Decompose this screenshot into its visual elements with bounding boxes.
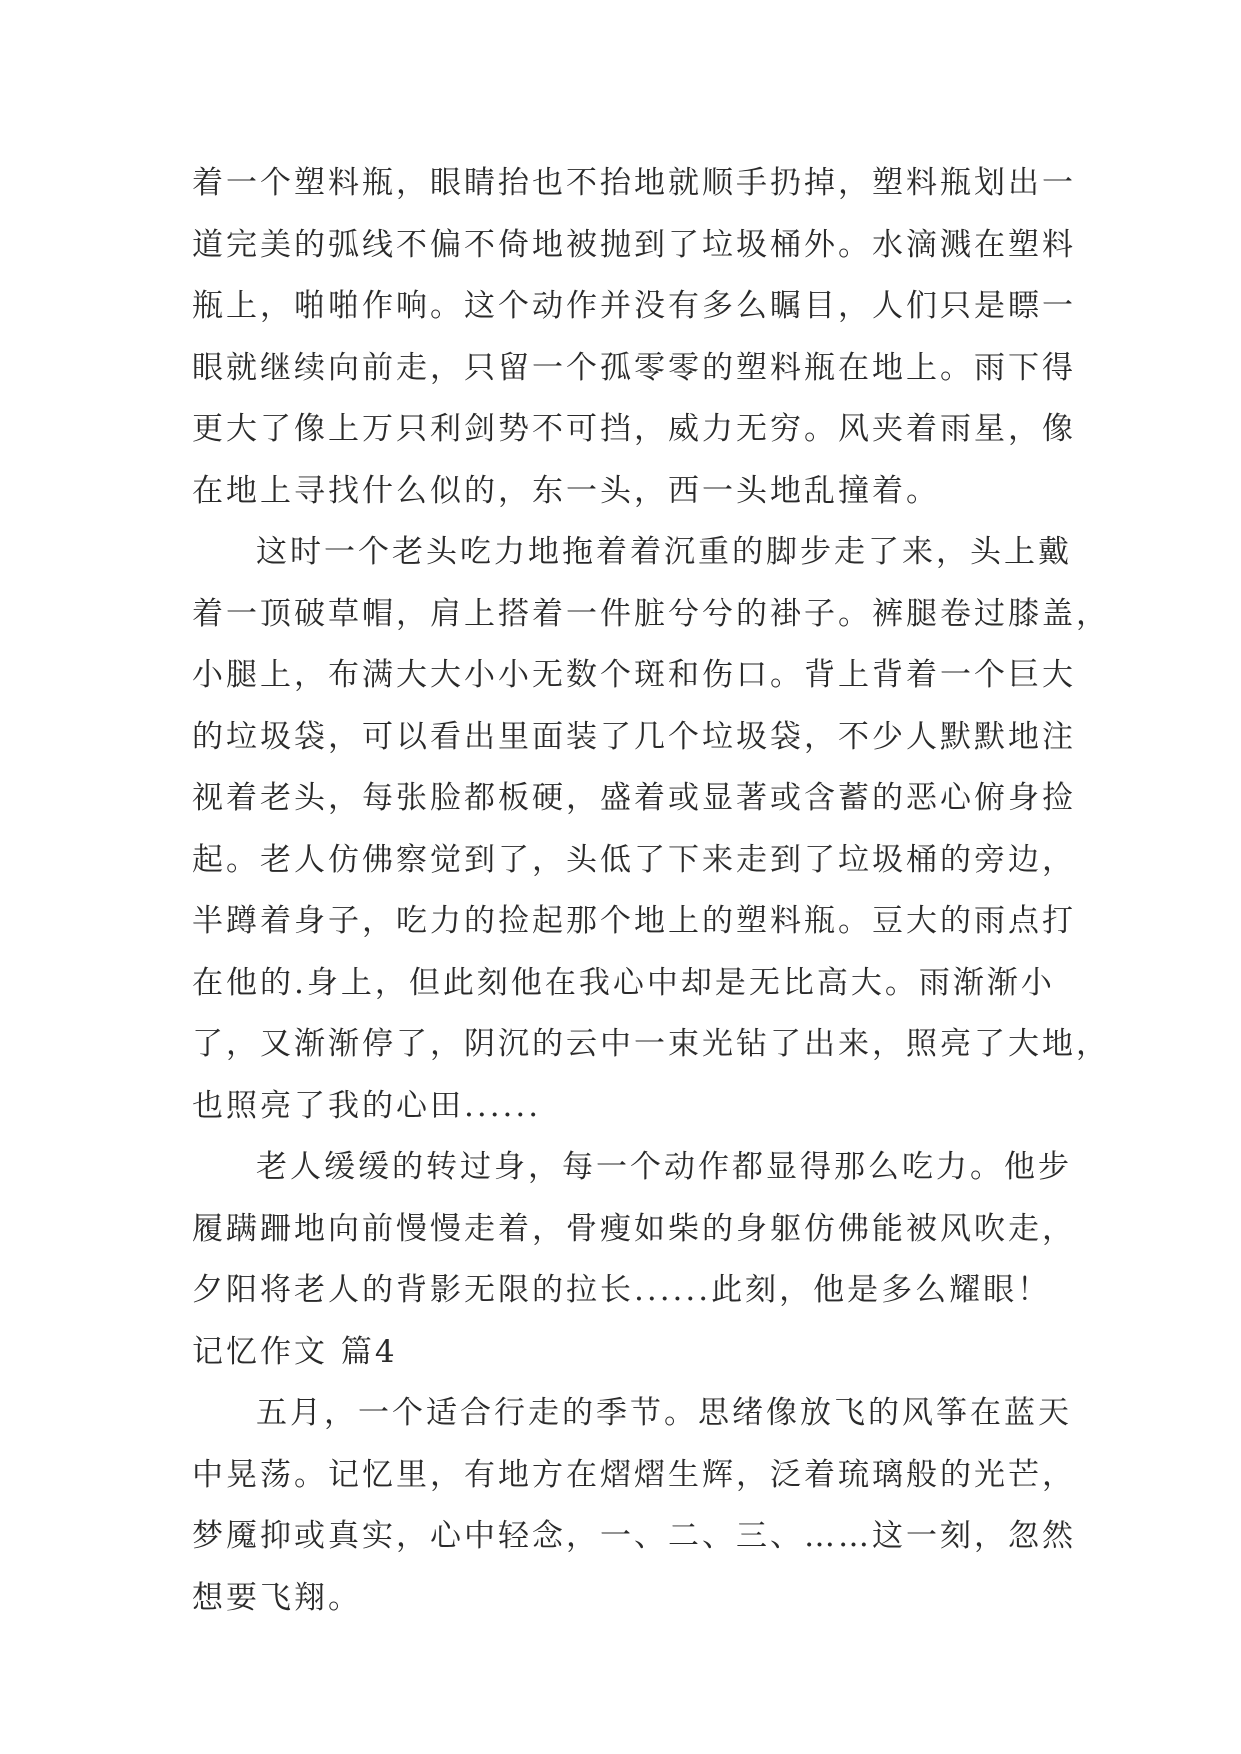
text-line: 夕阳将老人的背影无限的拉长......此刻，他是多么耀眼！ (192, 1272, 1052, 1308)
text-line: 也照亮了我的心田...... (192, 1087, 542, 1124)
text-line: 履蹒跚地向前慢慢走着，骨瘦如柴的身躯仿佛能被风吹走， (192, 1210, 1076, 1247)
text-line: 的垃圾袋，可以看出里面装了几个垃圾袋，不少人默默地注 (192, 718, 1076, 755)
text-line: 梦魇抑或真实，心中轻念，一、二、三、……这一刻，忽然 (192, 1518, 1076, 1554)
paragraph-start-line: 五月，一个适合行走的季节。思绪像放飞的风筝在蓝天 (256, 1395, 1072, 1431)
text-line: 道完美的弧线不偏不倚地被抛到了垃圾桶外。水滴溅在塑料 (192, 226, 1076, 263)
paragraph-start-line: 老人缓缓的转过身，每一个动作都显得那么吃力。他步 (256, 1149, 1072, 1185)
text-line: 着一个塑料瓶，眼睛抬也不抬地就顺手扔掉，塑料瓶划出一 (192, 165, 1076, 201)
text-line: 视着老头，每张脸都板硬，盛着或显著或含蓄的恶心俯身捡 (192, 780, 1076, 816)
text-line: 中晃荡。记忆里，有地方在熠熠生辉，泛着琉璃般的光芒， (192, 1456, 1076, 1493)
section-heading: 记忆作文 篇4 (192, 1333, 398, 1370)
text-line: 了，又渐渐停了，阴沉的云中一束光钻了出来，照亮了大地， (192, 1026, 1110, 1062)
text-line: 半蹲着身子，吃力的捡起那个地上的塑料瓶。豆大的雨点打 (192, 903, 1076, 939)
text-line: 在他的.身上，但此刻他在我心中却是无比高大。雨渐渐小 (192, 964, 1055, 1001)
text-line: 在地上寻找什么似的，东一头，西一头地乱撞着。 (192, 472, 940, 509)
text-line: 眼就继续向前走，只留一个孤零零的塑料瓶在地上。雨下得 (192, 349, 1076, 386)
text-line: 想要飞翔。 (192, 1579, 362, 1616)
text-line: 着一顶破草帽，肩上搭着一件脏兮兮的褂子。裤腿卷过膝盖， (192, 595, 1110, 632)
text-line: 起。老人仿佛察觉到了，头低了下来走到了垃圾桶的旁边， (192, 841, 1076, 878)
paragraph-start-line: 这时一个老头吃力地拖着着沉重的脚步走了来，头上戴 (256, 534, 1072, 570)
text-line: 小腿上，布满大大小小无数个斑和伤口。背上背着一个巨大 (192, 657, 1076, 693)
text-line: 瓶上，啪啪作响。这个动作并没有多么瞩目，人们只是瞟一 (192, 288, 1076, 324)
text-line: 更大了像上万只利剑势不可挡，威力无穷。风夹着雨星，像 (192, 411, 1076, 447)
body-text (192, 153, 1110, 1629)
